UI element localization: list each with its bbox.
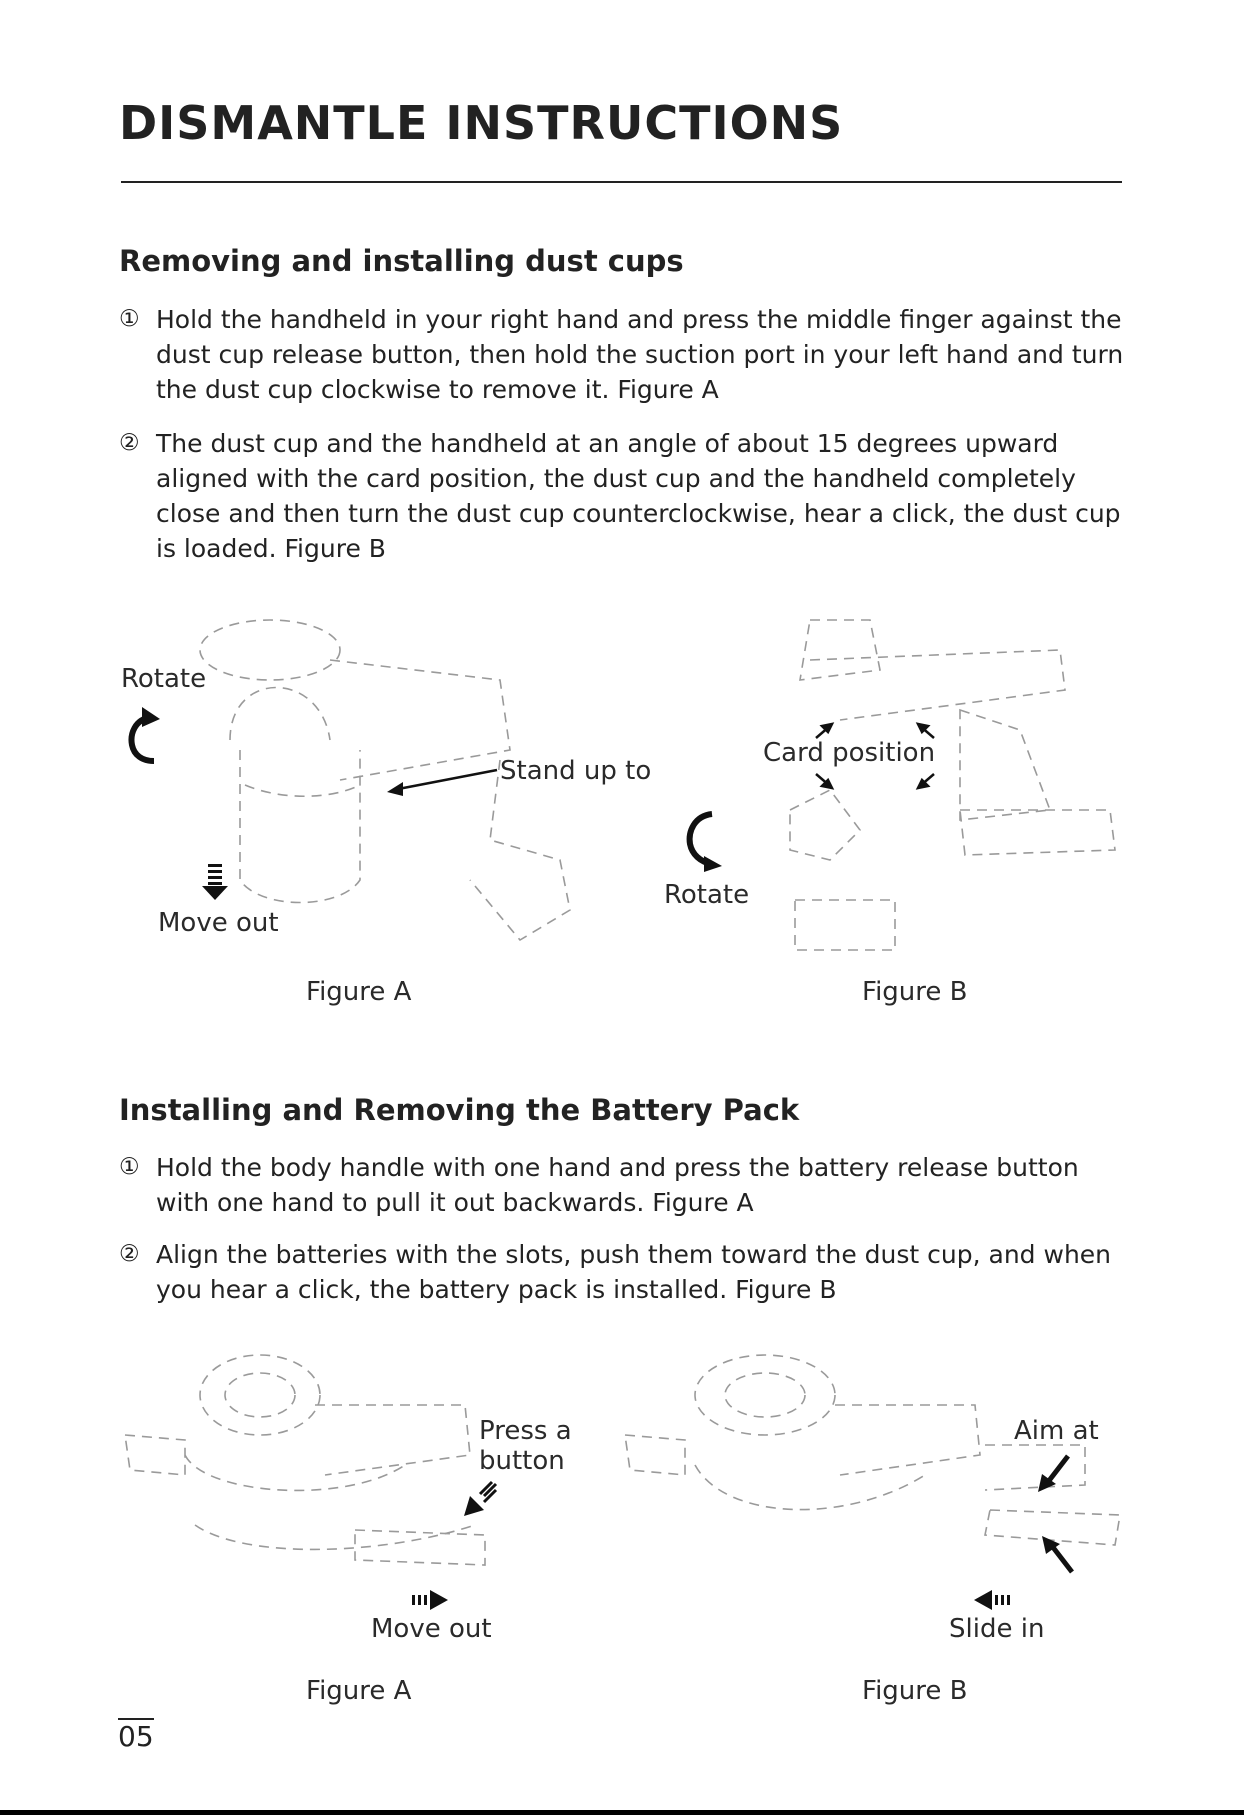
step-number: ② [119,1241,140,1267]
rotate-arrow-icon [682,806,724,870]
horizontal-arrow-icon [412,1590,450,1610]
press-button-label-line2: button [479,1446,565,1476]
rotate-arrow-icon [124,705,164,765]
step-text: Hold the handheld in your right hand and press the middle finger against the dust cup release button, then hold the suction port in your left hand and turn the dust cup clockwise to remove it. Figure A [156,305,1124,404]
push-arrow-icon [1040,1534,1076,1574]
step-text: Align the batteries with the slots, push them toward the dust cup, and when you hear a click, the battery pack is installed. Figure B [156,1240,1112,1304]
rotate-label: Rotate [664,880,750,910]
figure-a-caption: Figure A [306,1676,412,1706]
down-arrow-icon [200,864,230,902]
stand-up-arrow-icon [385,762,500,798]
slide-in-label: Slide in [949,1614,1045,1644]
figure-b-caption: Figure B [862,977,968,1007]
step-text: The dust cup and the handheld at an angle of about 15 degrees upward aligned with the card position, the dust cup and the handheld completely close and then turn the dust cup counterclockwise, hear a click, the dust cup is loaded. Figure B [156,429,1121,563]
dust-cup-step-1 [119,302,1129,407]
figure-b-caption: Figure B [862,1676,968,1706]
battery-step-1 [119,1150,1129,1220]
step-number: ② [119,430,140,456]
step-text: Hold the body handle with one hand and press the battery release button with one hand to pull it out backwards. Figure A [156,1153,1079,1217]
page-title: DISMANTLE INSTRUCTIONS [119,96,844,150]
horizontal-arrow-icon [972,1590,1010,1610]
dust-cup-step-2 [119,426,1129,566]
figure-a-caption: Figure A [306,977,412,1007]
press-arrow-icon [462,1482,498,1518]
bottom-border [0,1810,1244,1815]
stand-up-label: Stand up to [500,756,652,786]
aim-at-label: Aim at [1014,1416,1099,1446]
battery-step-2 [119,1237,1129,1307]
press-button-label-line1: Press a [479,1416,572,1446]
move-out-label: Move out [158,908,279,938]
move-out-label: Move out [371,1614,492,1644]
title-divider [121,181,1122,183]
step-number: ① [119,1154,140,1180]
section-heading-dust-cups: Removing and installing dust cups [119,244,684,278]
page-number: 05 [118,1720,154,1753]
rotate-label: Rotate [121,664,207,694]
card-position-label: Card position [763,738,936,768]
section-heading-battery: Installing and Removing the Battery Pack [119,1093,800,1127]
battery-figure-a-illustration [125,1345,505,1595]
step-number: ① [119,306,140,332]
aim-arrow-icon [1036,1454,1072,1494]
